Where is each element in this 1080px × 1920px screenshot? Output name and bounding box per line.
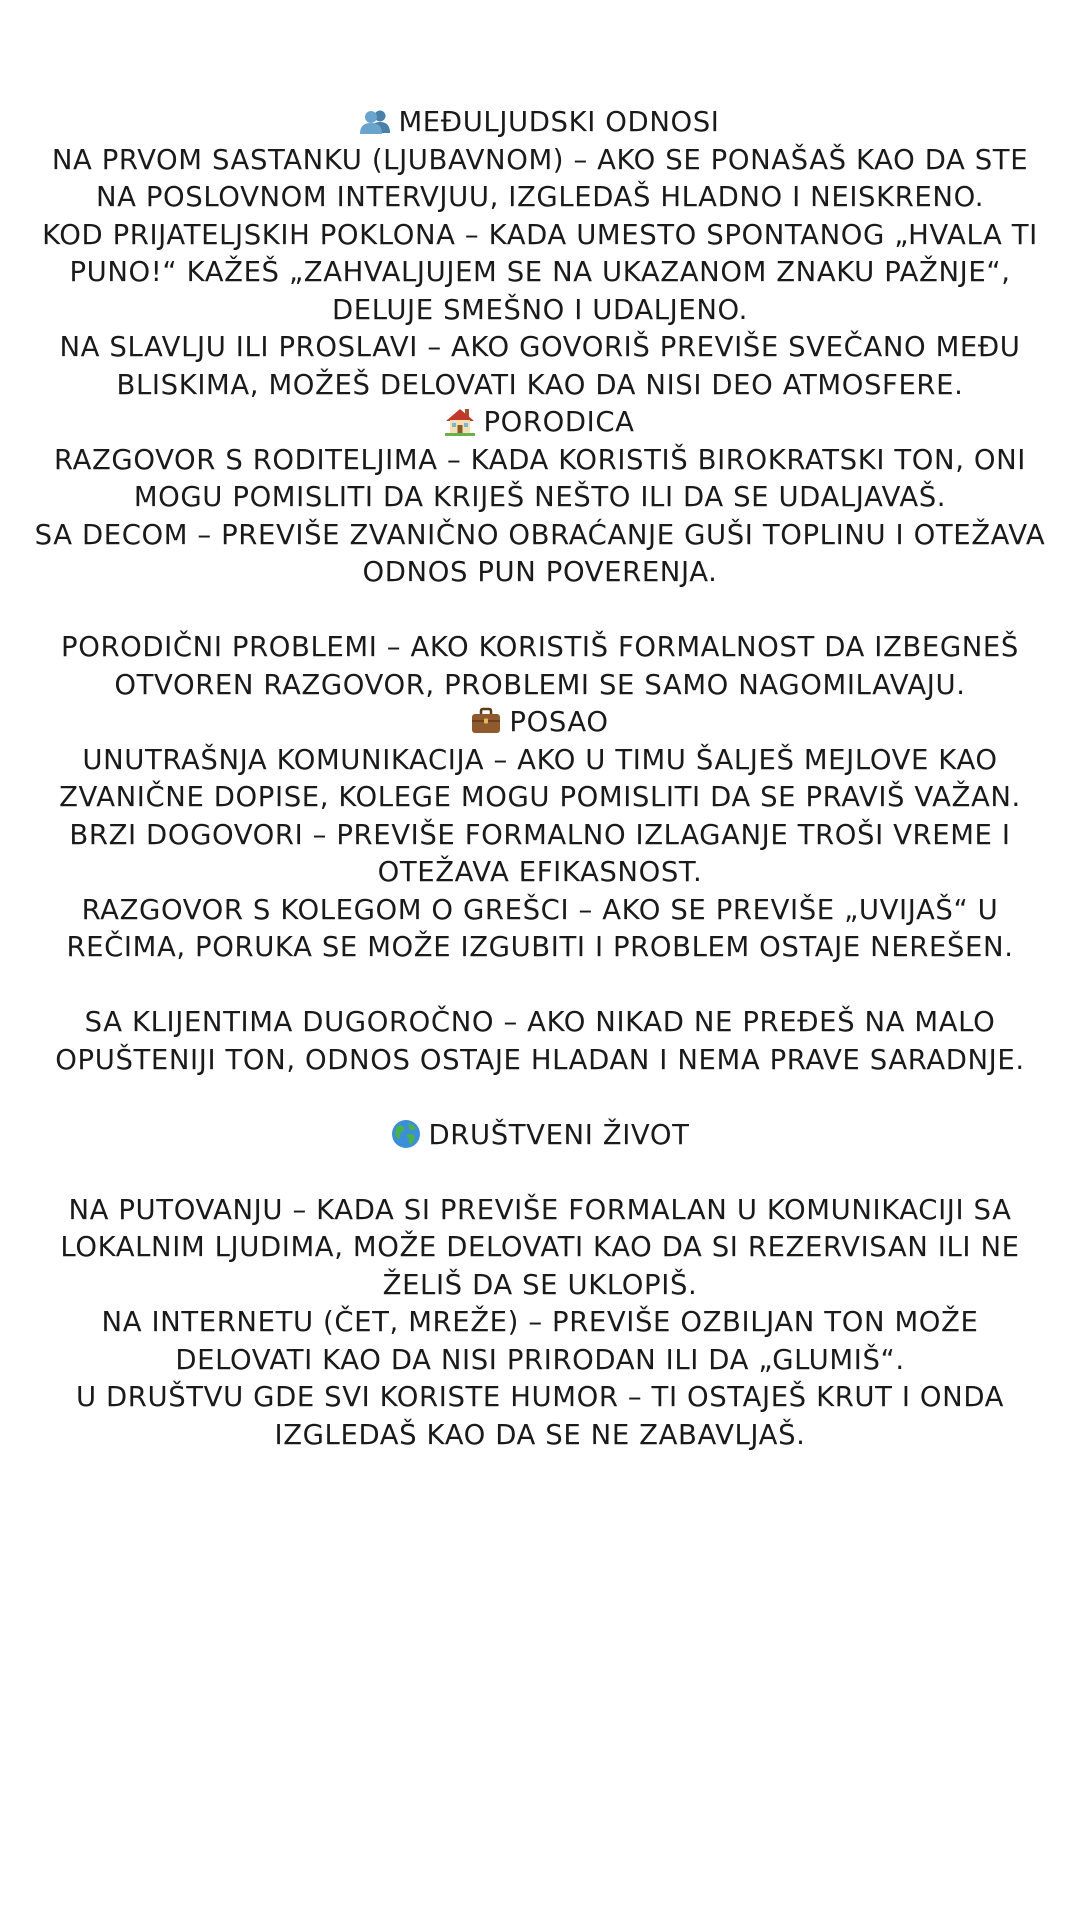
list-item: PORODIČNI PROBLEMI – AKO KORISTIŠ FORMALNOST DA IZBEGNEŠ OTVOREN RAZGOVOR, PROBLEMI SE SAMO NAGOMILAVAJU. [61, 631, 1019, 701]
list-item: RAZGOVOR S KOLEGOM O GREŠCI – AKO SE PREVIŠE „UVIJAŠ“ U REČIMA, PORUKA SE MOŽE IZGUBITI I PROBLEM OSTAJE NEREŠEN. [66, 893, 1014, 963]
section-heading-family [30, 404, 1050, 442]
section-heading-social-life [30, 1117, 1050, 1155]
list-item: NA PUTOVANJU – KADA SI PREVIŠE FORMALAN U KOMUNIKACIJI SA LOKALNIM LJUDIMA, MOŽE DELOVATI KAO DA SI REZERVISAN ILI NE ŽELIŠ DA SE UKLOPIŠ. [60, 1193, 1020, 1301]
section-heading-relationships [30, 104, 1050, 142]
section-title: DRUŠTVENI ŽIVOT [428, 1118, 690, 1151]
list-item: NA INTERNETU (ČET, MREŽE) – PREVIŠE OZBILJAN TON MOŽE DELOVATI KAO DA NISI PRIRODAN ILI DA „GLUMIŠ“. [101, 1306, 979, 1376]
list-item: RAZGOVOR S RODITELJIMA – KADA KORISTIŠ BIROKRATSKI TON, ONI MOGU POMISLITI DA KRIJEŠ NEŠTO ILI DA SE UDALJAVAŠ. [53, 443, 1027, 513]
spacer [30, 1154, 1050, 1192]
globe-icon [391, 1119, 421, 1149]
house-icon [445, 406, 475, 436]
spacer [30, 592, 1050, 630]
spacer [30, 967, 1050, 1005]
document-body [30, 104, 1050, 1454]
list-item: SA DECOM – PREVIŠE ZVANIČNO OBRAĆANJE GUŠI TOPLINU I OTEŽAVA ODNOS PUN POVERENJA. [34, 518, 1046, 588]
list-item: KOD PRIJATELJSKIH POKLONA – KADA UMESTO SPONTANOG „HVALA TI PUNO!“ KAŽEŠ „ZAHVALJUJEM SE NA UKAZANOM ZNAKU PAŽNJE“, DELUJE SMEŠNO I UDALJENO. [42, 218, 1038, 326]
list-item: BRZI DOGOVORI – PREVIŠE FORMALNO IZLAGANJE TROŠI VREME I OTEŽAVA EFIKASNOST. [69, 818, 1011, 888]
people-icon [360, 106, 390, 136]
spacer [30, 1079, 1050, 1117]
list-item: UNUTRAŠNJA KOMUNIKACIJA – AKO U TIMU ŠALJEŠ MEJLOVE KAO ZVANIČNE DOPISE, KOLEGE MOGU POMISLITI DA SE PRAVIŠ VAŽAN. [59, 743, 1021, 813]
list-item: NA PRVOM SASTANKU (LJUBAVNOM) – AKO SE PONAŠAŠ KAO DA STE NA POSLOVNOM INTERVJUU, IZGLEDAŠ HLADNO I NEISKRENO. [51, 143, 1029, 213]
list-item: SA KLIJENTIMA DUGOROČNO – AKO NIKAD NE PREĐEŠ NA MALO OPUŠTENIJI TON, ODNOS OSTAJE HLADAN I NEMA PRAVE SARADNJE. [55, 1006, 1025, 1076]
section-heading-work [30, 704, 1050, 742]
list-item: NA SLAVLJU ILI PROSLAVI – AKO GOVORIŠ PREVIŠE SVEČANO MEĐU BLISKIMA, MOŽEŠ DELOVATI KAO DA NISI DEO ATMOSFERE. [59, 331, 1021, 401]
list-item: U DRUŠTVU GDE SVI KORISTE HUMOR – TI OSTAJEŠ KRUT I ONDA IZGLEDAŠ KAO DA SE NE ZABAVLJAŠ. [75, 1381, 1005, 1451]
section-title: PORODICA [483, 406, 635, 438]
section-title: POSAO [509, 706, 609, 738]
briefcase-icon [471, 706, 501, 736]
section-title: MEĐULJUDSKI ODNOSI [398, 106, 720, 138]
